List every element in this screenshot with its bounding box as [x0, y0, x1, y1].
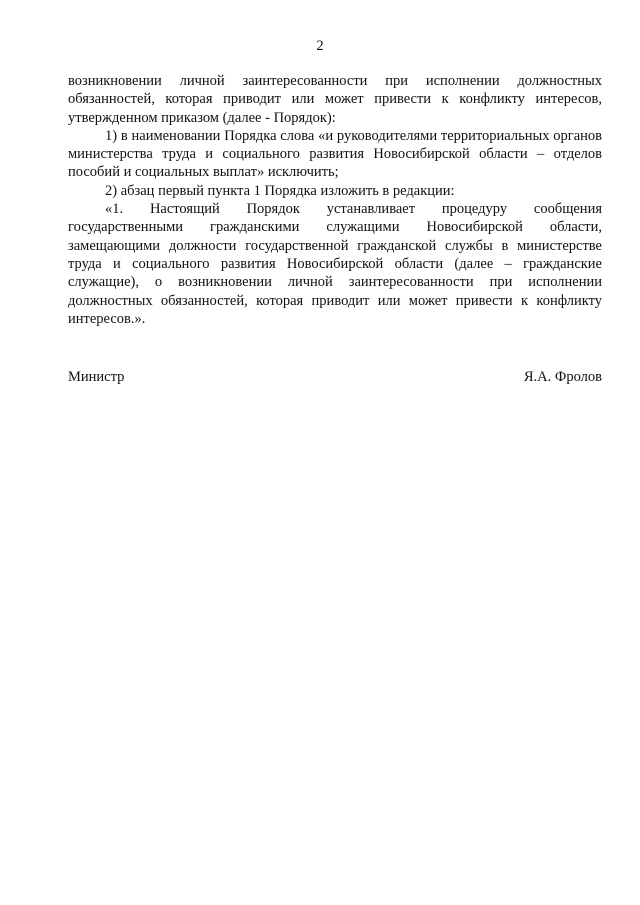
paragraph-item-2: 2) абзац первый пункта 1 Порядка изложить в редакции: [105, 182, 455, 199]
signature-block [68, 369, 602, 386]
paragraph-item-1: 1) в наименовании Порядка слова «и руководителями территориальных органов министерства труда и социального развития Новосибирской области – отделов пособий и социальных выплат» исключить; [68, 127, 602, 181]
page-number: 2 [316, 38, 324, 54]
paragraph-continuation: возникновении личной заинтересованности при исполнении должностных обязанностей, которая приводит или может привести к конфликту интересов, утвержденном приказом (далее - Порядок): [68, 73, 602, 126]
paragraph-new-wording: «1. Настоящий Порядок устанавливает процедуру сообщения государственными гражданскими служащими Новосибирской области, замещающими должности государственной гражданской службы в министерстве труда и социального развития Новосибирской области (далее – гражданские служащие), о возникновении личной заинтересованности при исполнении должностных обязанностей, которая приводит или может привести к конфликту интересов.». [68, 201, 602, 327]
document-body [68, 72, 602, 328]
signatory-name: Я.А. Фролов [523, 369, 602, 385]
signatory-position: Министр [68, 369, 125, 385]
